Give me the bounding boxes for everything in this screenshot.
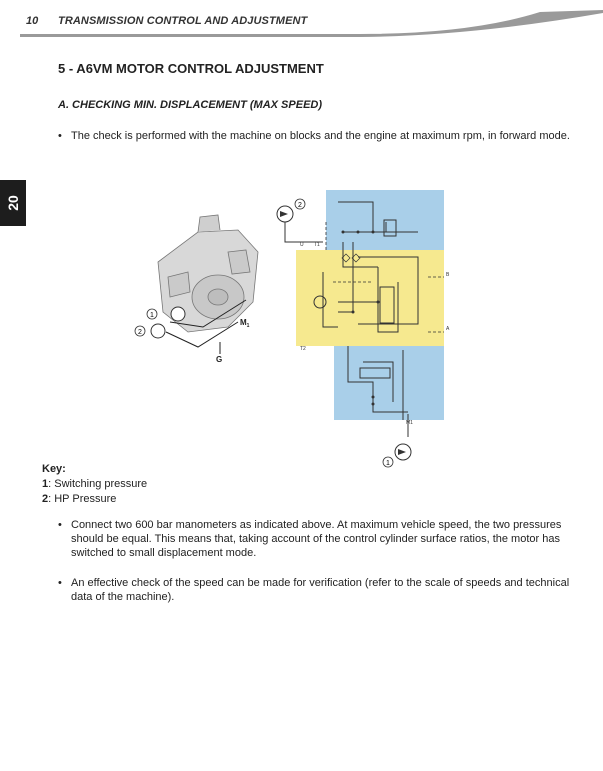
port-t1-label: T1 (314, 242, 320, 248)
key-item-1: 1: Switching pressure (42, 478, 148, 490)
chapter-tab (0, 180, 26, 226)
port-m1-label: M1 (406, 420, 413, 426)
gauge-1-number: 1 (386, 460, 390, 467)
gauge-b-dial (151, 324, 165, 338)
port-b-label: B (446, 272, 450, 278)
gauge-a-dial (171, 307, 185, 321)
page-number: 10 (26, 15, 39, 27)
key-title: Key: (42, 463, 66, 475)
chapter-tab-label: 20 (4, 195, 21, 211)
key-item-2: 2: HP Pressure (42, 493, 117, 505)
port-a-label: A (446, 326, 450, 332)
hydraulic-diagram (128, 182, 458, 472)
bullet-dot: • (58, 519, 62, 531)
port-t2-label: T2 (300, 346, 306, 352)
motor-gauge-1-number: 1 (150, 312, 154, 319)
motor-gauge-2-number: 2 (138, 329, 142, 336)
m1-label: $M_1$ (240, 318, 250, 329)
gauge-2-number: 2 (298, 202, 302, 209)
bullet-dot: • (58, 130, 62, 142)
key-legend (42, 462, 147, 507)
sub-title: A. CHECKING MIN. DISPLACEMENT (MAX SPEED) (58, 99, 323, 111)
bullet-item (58, 576, 578, 608)
bullet-item (58, 518, 578, 564)
bullet-text: An effective check of the speed can be made for verification (refer to the scale of speeds and technical data of the machine). (71, 577, 570, 603)
intro-bullet-text: The check is performed with the machine on blocks and the engine at maximum rpm, in forward mode. (71, 130, 570, 142)
port-u-label: U (300, 242, 304, 248)
yellow-zone (296, 250, 444, 346)
g-label: G (216, 355, 223, 364)
section-title: 5 - A6VM MOTOR CONTROL ADJUSTMENT (58, 61, 324, 76)
blue-zone-top (326, 190, 444, 252)
bullet-dot: • (58, 577, 62, 589)
bullet-text: Connect two 600 bar manometers as indicated above. At maximum vehicle speed, the two pressures should be equal. This means that, taking account of the control cylinder surface ratios, the motor has switched to small displacement mode. (71, 519, 562, 559)
header-title: TRANSMISSION CONTROL AND ADJUSTMENT (58, 15, 308, 27)
blue-zone-bottom (334, 346, 444, 420)
